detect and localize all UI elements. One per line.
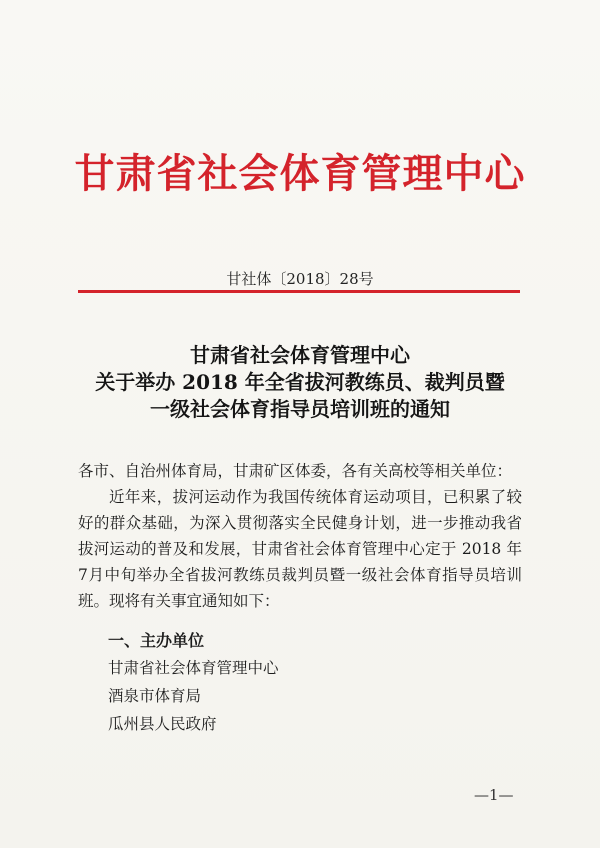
- notice-title-line-1: 甘肃省社会体育管理中心: [190, 343, 410, 367]
- notice-title-line-2: 关于举办 2018 年全省拔河教练员、裁判员暨: [95, 370, 505, 394]
- document-number: 甘社体〔2018〕28号: [226, 270, 374, 288]
- organizer-list: [108, 654, 279, 738]
- intro-paragraph: 近年来，拔河运动作为我国传统体育运动项目，已积累了较好的群众基础，为深入贯彻落实全民健身计划，进一步推动我省拔河运动的普及和发展，甘肃省社会体育管理中心定于 2018 年 7月中旬举办全省拔河教练员裁判员暨一级社会体育指导员培训班。现将有关事宜通知如下：: [78, 488, 522, 610]
- section-heading-organizers: 一、主办单位: [108, 631, 205, 650]
- issuing-organization-header: 甘肃省社会体育管理中心: [74, 150, 526, 197]
- organizer-item: 酒泉市体育局: [108, 687, 202, 705]
- addressee-line: 各市、自治州体育局，甘肃矿区体委，各有关高校等相关单位：: [78, 462, 513, 480]
- organizer-item: 甘肃省社会体育管理中心: [108, 659, 279, 677]
- organizer-item: 瓜州县人民政府: [108, 715, 217, 733]
- red-divider-line: [78, 290, 520, 293]
- notice-title: [0, 342, 600, 423]
- page-number: —1—: [474, 786, 514, 804]
- notice-title-line-3: 一级社会体育指导员培训班的通知: [150, 397, 450, 421]
